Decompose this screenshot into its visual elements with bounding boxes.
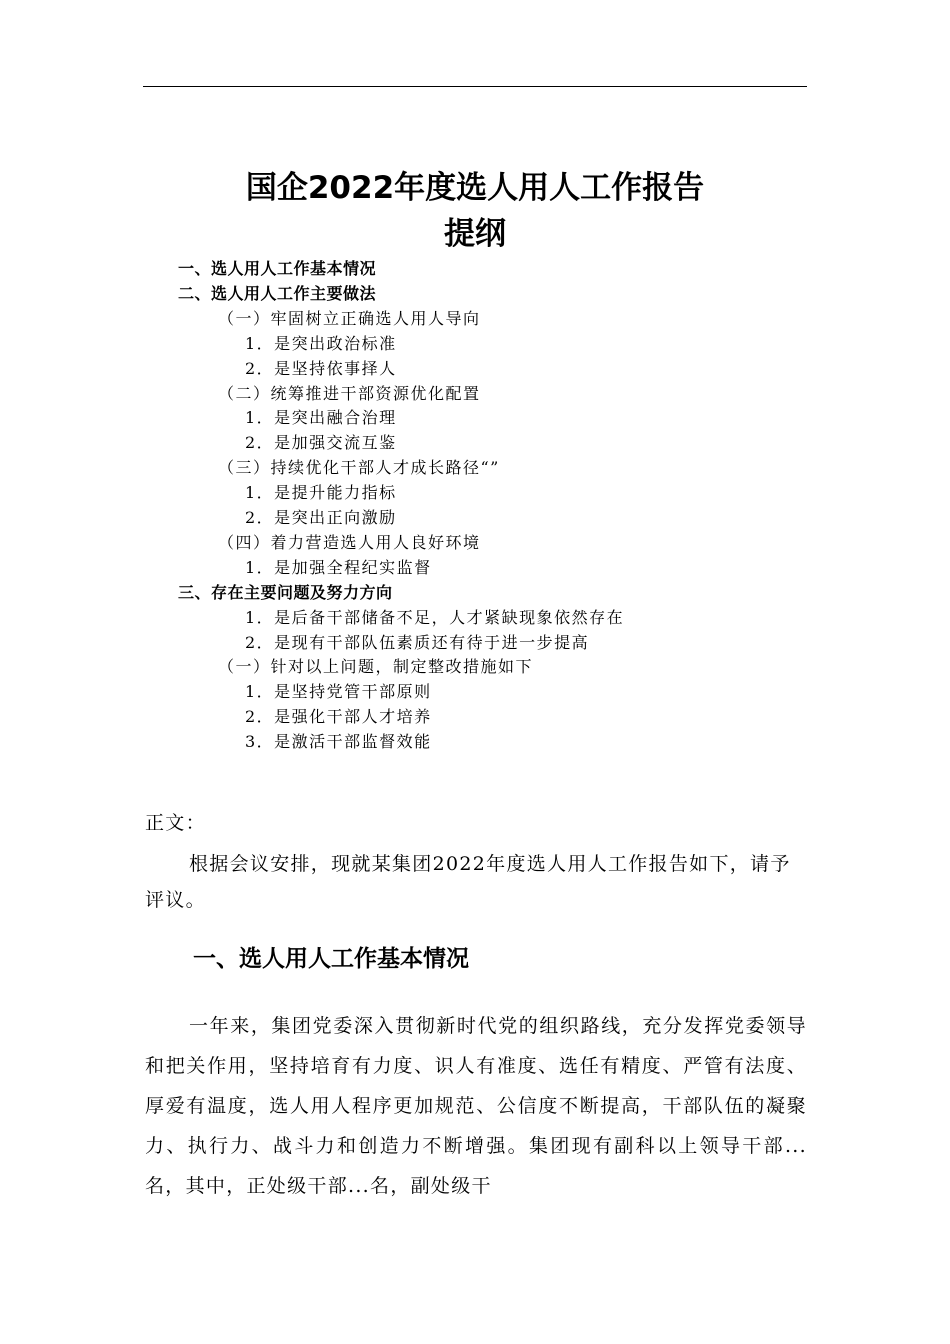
outline-item-level-1: 一、选人用人工作基本情况 [178, 259, 377, 278]
document-subtitle: 提纲 [444, 216, 506, 252]
outline-item-level-3: 2．是现有干部队伍素质还有待于进一步提高 [245, 632, 590, 652]
intro-paragraph: 根据会议安排，现就某集团2022年度选人用人工作报告如下，请予评议。 [145, 853, 791, 911]
outline-item-level-3: 3．是激活干部监督效能 [245, 732, 432, 752]
outline-item-level-3: 2．是加强交流互鉴 [245, 433, 397, 453]
section-paragraph: 一年来，集团党委深入贯彻新时代党的组织路线，充分发挥党委领导和把关作用，坚持培育有力度、识人有准度、选任有精度、严管有法度、厚爱有温度，选人用人程序更加规范、公信度不断提高，干部队伍的凝聚力、执行力、战斗力和创造力不断增强。集团现有副科以上领导干部...名，其中，正处级干部...名，副处级干 [145, 1015, 807, 1197]
outline-item-level-3: 1．是突出融合治理 [245, 408, 397, 428]
outline-item-level-3: 2．是坚持依事择人 [245, 358, 397, 378]
section-heading: 一、选人用人工作基本情况 [193, 946, 469, 972]
outline-item-level-2: （三）持续优化干部人才成长路径“” [218, 458, 500, 478]
outline-item-level-2: （二）统筹推进干部资源优化配置 [218, 383, 481, 403]
outline-item-level-1: 二、选人用人工作主要做法 [178, 283, 377, 303]
document-title: 国企2022年度选人用人工作报告 [245, 170, 705, 206]
outline-item-level-3: 1．是提升能力指标 [245, 483, 397, 503]
outline-item-level-2: （四）着力营造选人用人良好环境 [218, 532, 481, 552]
outline-item-level-3: 2．是突出正向激励 [245, 508, 397, 527]
outline-item-level-3: 2．是强化干部人才培养 [245, 707, 432, 727]
outline-item-level-3: 1．是坚持党管干部原则 [245, 682, 432, 702]
header-rule [143, 86, 807, 87]
lead-label: 正文： [145, 812, 206, 834]
outline-item-level-3: 1．是突出政治标准 [245, 333, 397, 353]
outline-item-level-2: （一）针对以上问题，制定整改措施如下 [218, 657, 534, 677]
outline-item-level-2: （一）牢固树立正确选人用人导向 [218, 308, 481, 328]
outline-item-level-3: 1．是加强全程纪实监督 [245, 557, 432, 577]
outline-item-level-3: 1．是后备干部储备不足，人才紧缺现象依然存在 [245, 607, 625, 627]
outline-item-level-1: 三、存在主要问题及努力方向 [178, 582, 393, 602]
